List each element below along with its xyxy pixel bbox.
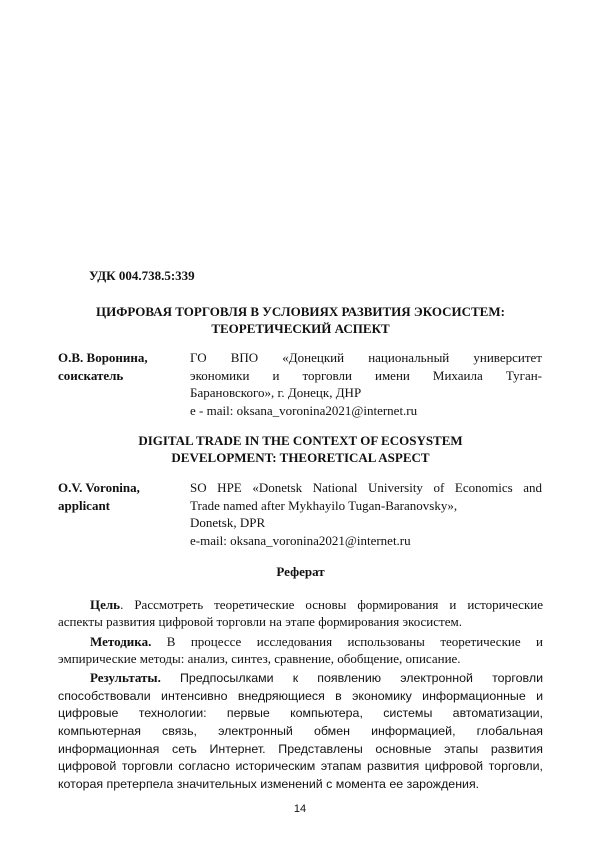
- goal-label: Цель: [90, 597, 121, 612]
- page-number: 14: [293, 803, 307, 815]
- abstract-heading: Реферат: [276, 564, 325, 579]
- title-en-line: DEVELOPMENT: THEORETICAL ASPECT: [171, 450, 430, 465]
- abstract-method: [58, 633, 543, 668]
- results-label: Результаты.: [90, 670, 161, 686]
- affiliation-russian: [190, 349, 542, 419]
- affiliation-en-line: SO HPE «Donetsk National University of Economics and: [190, 480, 542, 495]
- abstract-results: [58, 669, 543, 793]
- goal-text: . Рассмотреть теоретические основы формирования и исторические аспекты развития цифровой торговли на этапе формирования экосистем.: [58, 597, 543, 630]
- affiliation-english: [190, 479, 542, 549]
- author-en-role: applicant: [58, 498, 111, 513]
- author-ru-name: О.В. Воронина,: [58, 350, 148, 365]
- author-en-name: O.V. Voronina,: [58, 480, 140, 495]
- results-text: Предпосылками к появлению электронной торговли способствовали интенсивно внедряющиеся в экономику информационные и цифровые технологии: первые компьютера, системы автоматизации, компьютерная связь, электронный обмен информацией, глобальная информационная сеть Интернет. Представлены основные этапы развития цифровой торговли согласно историческим этапам развития цифровой торговли, которая претерпела значительных изменений с момента ее зарождения.: [58, 671, 543, 791]
- title-english: [58, 432, 543, 466]
- affiliation-en-line: Donetsk, DPR: [190, 515, 266, 530]
- affiliation-en-line: Trade named after Mykhayilo Tugan-Baranovsky»,: [190, 497, 458, 513]
- affiliation-ru-email: e - mail: oksana_voronina2021@internet.ru: [190, 402, 418, 418]
- method-label: Методика.: [90, 633, 152, 649]
- title-ru-line: ЦИФРОВАЯ ТОРГОВЛЯ В УСЛОВИЯХ РАЗВИТИЯ ЭКОСИСТЕМ:: [96, 304, 505, 319]
- title-russian: [58, 303, 543, 337]
- author-english: [58, 479, 178, 515]
- abstract-goal: [58, 596, 543, 631]
- affiliation-en-email: e-mail: oksana_voronina2021@internet.ru: [190, 532, 411, 548]
- affiliation-ru-line: Барановского», г. Донецк, ДНР: [190, 385, 362, 400]
- udk-code: УДК 004.738.5:339: [89, 268, 195, 283]
- affiliation-ru-line: ГО ВПО «Донецкий национальный университет: [190, 350, 542, 365]
- author-russian: [58, 349, 178, 385]
- method-text: В процессе исследования использованы теоретические и эмпирические методы: анализ, синтез, сравнение, обобщение, описание.: [58, 633, 543, 666]
- title-en-line: DIGITAL TRADE IN THE CONTEXT OF ECOSYSTEM: [138, 433, 463, 448]
- title-ru-line: ТЕОРЕТИЧЕСКИЙ АСПЕКТ: [211, 321, 390, 336]
- affiliation-ru-line: экономики и торговли имени Михаила Туган-: [190, 367, 542, 383]
- author-ru-role: соискатель: [58, 368, 124, 383]
- abstract-body: [58, 596, 543, 795]
